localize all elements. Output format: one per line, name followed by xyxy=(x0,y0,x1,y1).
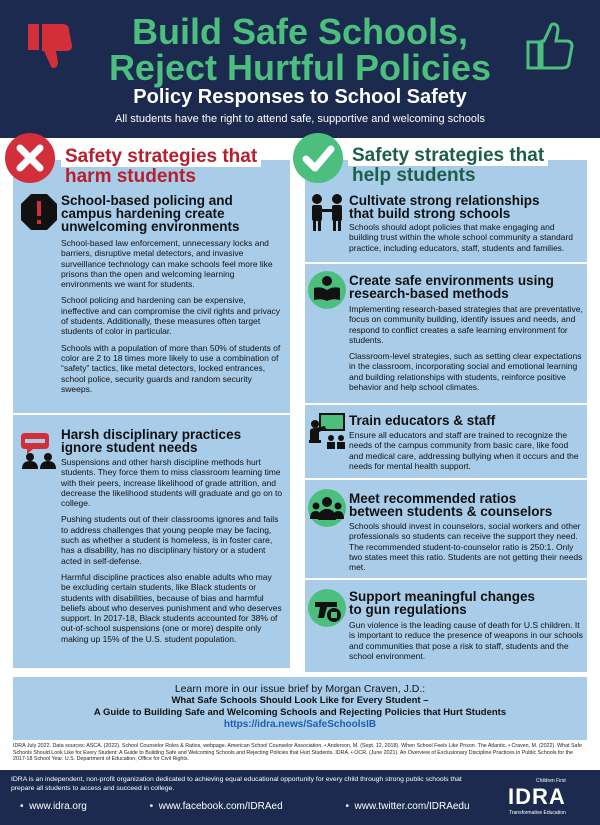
teacher-icon xyxy=(307,410,347,450)
heading-line: unwelcoming environments xyxy=(61,219,240,234)
check-circle-icon xyxy=(292,132,344,184)
twitter-link[interactable]: • www.twitter.com/IDRAedu xyxy=(345,801,470,812)
help-section-3-heading xyxy=(349,414,585,427)
learn-more-box xyxy=(13,677,587,740)
website-link[interactable]: • www.idra.org xyxy=(20,801,87,812)
section-divider xyxy=(305,403,587,405)
paragraph: School-based law enforcement, unnecessary locks and barriers, disruptive metal detectors, and invasive surveillance technology can make schools feel more like prisons than the open and welcoming learning environments we want for students. xyxy=(61,238,273,290)
section-divider xyxy=(13,413,290,415)
help-section-5-body xyxy=(349,620,583,667)
heading-line: Create safe environments using xyxy=(349,273,554,288)
people-relationship-icon xyxy=(307,192,347,232)
section-divider xyxy=(305,262,587,264)
sources-text: IDRA July 2022. Data sources: ASCA. (2022). School Counselor Roles & Ratios, webpage. American School Counselor Association. • Anderson, M. (Sept. 12, 2018). When School Feels Like Prison. The Atlantic. • Craven, M. (2022). What Safe Schools Should Look Like for Every Student: A Guide to Building Safe and Welcoming Schools and Rejecting Policies that Hurt Students. IDRA. • OCR. (June 2021). An Overview of Exclusionary Discipline Practices in Public Schools for the 2017-18 School Year. U.S. Department of Education, Office for Civil Rights. xyxy=(13,743,582,762)
heading-line: Cultivate strong relationships xyxy=(349,193,540,208)
facebook-link[interactable]: • www.facebook.com/IDRAed xyxy=(149,801,283,812)
heading-line: research-based methods xyxy=(349,286,509,301)
harm-title-line1: Safety strategies that xyxy=(61,147,261,167)
help-column-title xyxy=(348,146,548,185)
facebook-link-text[interactable]: www.facebook.com/IDRAed xyxy=(158,801,283,812)
help-title-line2: help students xyxy=(352,165,476,186)
thumbs-up-icon xyxy=(522,18,578,74)
heading-line: that build strong schools xyxy=(349,206,511,221)
help-title-line1: Safety strategies that xyxy=(348,146,548,166)
help-column xyxy=(305,145,587,672)
counselor-group-icon xyxy=(307,488,347,528)
brief-title-line2: A Guide to Building Safe and Welcoming Schools and Rejecting Policies that Hurt Students xyxy=(93,707,507,718)
page-tagline: All students have the right to attend safe, supportive and welcoming schools xyxy=(115,113,485,125)
page-title-line1: Build Safe Schools, xyxy=(131,11,469,52)
logo-top-text: Children First xyxy=(536,778,566,784)
help-section-2-body xyxy=(349,304,583,398)
harm-title-line2: harm students xyxy=(65,166,196,187)
learn-intro: Learn more in our issue brief by Morgan Craven, J.D.: xyxy=(174,683,426,695)
gun-regulation-icon xyxy=(307,588,347,628)
logo-sub-text: Transformative Education xyxy=(508,810,566,816)
section-divider xyxy=(305,578,587,580)
paragraph: Schools should invest in counselors, social workers and other professionals so students can receive the support they need. The recommended student-to-counselor ratio is 250:1. Only two states meet this ratio. Students are not getting their needs met. xyxy=(349,521,583,573)
paragraph: School policing and hardening can be expensive, ineffective and can compromise the civil rights and privacy of students. Additionally, these measures often target students of color in particular. xyxy=(61,295,281,337)
x-circle-icon xyxy=(4,132,56,184)
heading-line: Support meaningful changes xyxy=(349,589,536,604)
heading-line: to gun regulations xyxy=(349,602,467,617)
paragraph: Harmful discipline practices also enable adults who may be excluding certain students, like Black students or students with disabilities, because of bias and harmful beliefs about who deserves punishment and who deserves support. In 2017-18, Black students accounted for 38% of out-of-school suspensions (one or more) despite only making up 15% of the U.S. student population. xyxy=(61,571,282,644)
harm-section-1-body xyxy=(61,238,283,400)
heading-line: School-based policing and xyxy=(61,193,233,208)
help-section-1-body xyxy=(349,222,583,259)
harm-section-1-heading xyxy=(61,194,286,233)
footer xyxy=(0,770,600,825)
heading-line: Harsh disciplinary practices xyxy=(61,427,242,442)
paragraph: Gun violence is the leading cause of death for U.S children. It is important to reduce the presence of weapons in our schools and communities that pose a risk to staff, students and the school environment. xyxy=(349,620,583,661)
harm-column-title xyxy=(61,147,261,186)
paragraph: Schools should adopt policies that make engaging and building trust within the whole school community a standard practice, including educators, staff, students and families. xyxy=(349,222,573,253)
harm-column xyxy=(13,146,290,668)
help-section-3-body xyxy=(349,430,583,477)
help-section-1-heading xyxy=(349,194,585,220)
paragraph: Schools with a population of more than 50% of students of color are 2 to 18 times more likely to use a combination of “safety” tactics, like metal detectors, locked entrances, school police, security guards and random security sweeps. xyxy=(61,342,281,394)
heading-line: ignore student needs xyxy=(61,440,198,455)
brief-link[interactable]: https://idra.news/SafeSchoolsIB xyxy=(223,719,377,730)
paragraph: Suspensions and other harsh discipline methods hurt students. They force them to miss classroom learning time with their peers, increase likelihood of grade attrition, and decrease the likelihood students will graduate and go on to college. xyxy=(61,457,283,509)
harm-section-2-heading xyxy=(61,428,286,454)
header-banner xyxy=(0,0,600,138)
discipline-icon xyxy=(19,430,59,470)
paragraph: Ensure all educators and staff are trained to recognize the needs of the campus community from basic care, like food and medical care, addressing bullying when it occurs and the needs for mental health support. xyxy=(349,430,579,471)
website-link-text[interactable]: www.idra.org xyxy=(29,801,87,812)
heading-line: campus hardening create xyxy=(61,206,225,221)
harm-section-2-body xyxy=(61,457,283,650)
page-title-line2: Reject Hurtful Policies xyxy=(108,47,492,88)
warning-icon xyxy=(19,192,59,232)
paragraph: Pushing students out of their classrooms ignores and fails to address challenges that young people may be facing, such as whether a student is homeless, is in foster care, has a disability, has no disciplinary history or a student acted in self-defense. xyxy=(61,514,279,566)
twitter-link-text[interactable]: www.twitter.com/IDRAedu xyxy=(354,801,470,812)
section-divider xyxy=(305,478,587,480)
paragraph: Implementing research-based strategies that are preventative, focus on community building, identify issues and needs, and respond to conflict creates a safe learning environment for students. xyxy=(349,304,583,345)
page-subtitle: Policy Responses to School Safety xyxy=(133,86,467,108)
paragraph: Classroom-level strategies, such as setting clear expectations in the classroom, incorporating social and emotional learning and building relationships with students, reinforce positive behavior and help school climates. xyxy=(349,351,582,393)
footer-links xyxy=(20,801,530,812)
help-section-2-heading xyxy=(349,274,585,300)
logo-text: IDRA xyxy=(508,784,566,809)
heading-line: Train educators & staff xyxy=(349,413,496,428)
help-section-4-heading xyxy=(349,492,585,518)
help-section-4-body xyxy=(349,521,583,578)
help-section-5-heading xyxy=(349,590,585,616)
idra-logo xyxy=(508,778,566,816)
brief-title-line1: What Safe Schools Should Look Like for Every Student – xyxy=(171,695,429,706)
about-text: IDRA is an independent, non-profit organization dedicated to achieving equal educational opportunity for every child through strong public schools that prepare all students to access and succeed in college. xyxy=(11,776,462,792)
heading-line: Meet recommended ratios xyxy=(349,491,517,506)
reading-book-icon xyxy=(307,270,347,310)
heading-line: between students & counselors xyxy=(349,504,553,519)
